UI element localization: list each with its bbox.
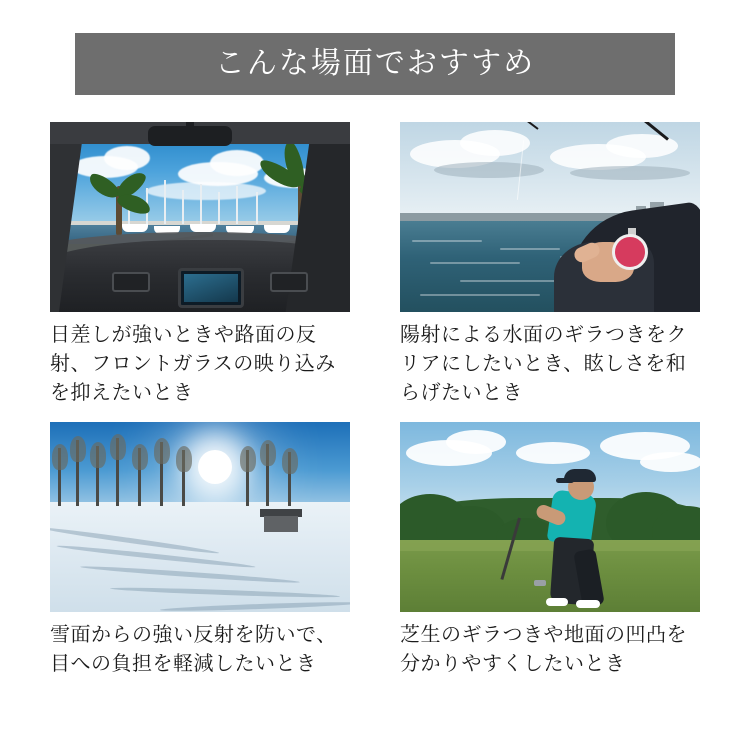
scene-card-grid (50, 122, 700, 679)
scene-caption: 日差しが強いときや路面の反射、フロントガラスの映り込みを抑えたいとき (50, 324, 336, 404)
header-banner (75, 33, 675, 95)
golfer-on-fairway-photo (400, 422, 700, 612)
scene-card-golf (400, 422, 700, 679)
rearview-mirror-icon (148, 126, 232, 146)
scene-caption: 雪面からの強い反射を防いで、目への負担を軽減したいとき (50, 624, 337, 675)
car-navigation-screen (178, 268, 244, 308)
fishing-reel-icon (612, 234, 648, 270)
fishing-rod-over-sea-photo (400, 122, 700, 312)
page-title: こんな場面でおすすめ (214, 47, 536, 80)
golf-cap-icon (564, 469, 596, 482)
sun-icon (198, 450, 232, 484)
scene-caption: 陽射による水面のギラつきをクリアにしたいとき、眩しさを和らげたいとき (400, 324, 687, 404)
scene-card-driving (50, 122, 350, 408)
scene-caption: 芝生のギラつきや地面の凹凸を分かりやすくしたいとき (400, 624, 687, 675)
car-dashboard-marina-photo (50, 122, 350, 312)
scene-card-fishing (400, 122, 700, 408)
scene-card-snow (50, 422, 350, 679)
snow-field-sunlight-photo (50, 422, 350, 612)
